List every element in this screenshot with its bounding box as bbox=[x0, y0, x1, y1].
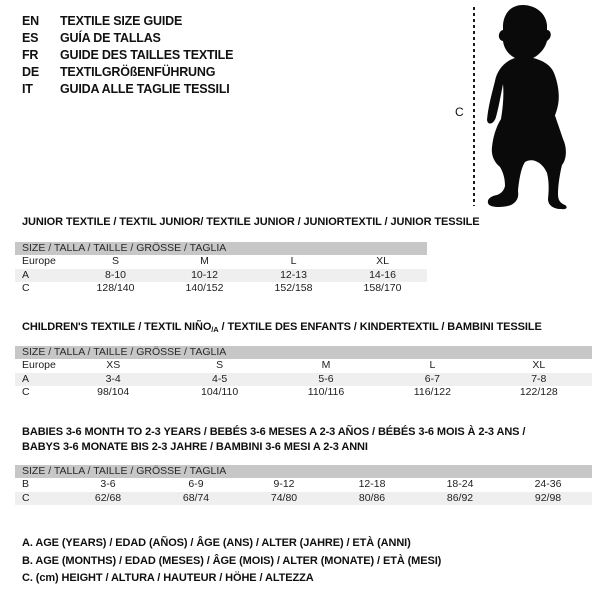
babies-size-table bbox=[15, 465, 592, 505]
value-cell: 12-13 bbox=[280, 268, 307, 281]
value-cell: 12-18 bbox=[358, 478, 386, 490]
value-cell: 6-7 bbox=[424, 372, 440, 385]
lang-title: GUIDA ALLE TAGLIE TESSILI bbox=[60, 82, 230, 96]
lang-code: DE bbox=[22, 65, 39, 79]
size-header-bar: SIZE / TALLA / TAILLE / GRÖSSE / TAGLIA bbox=[15, 242, 427, 255]
value-cell: 3-4 bbox=[105, 372, 121, 385]
value-cell: 104/110 bbox=[201, 386, 239, 398]
title-line: BABYS 3-6 MONATE BIS 2-3 JAHRE / BAMBINI 3-6 MESI A 2-3 ANNI bbox=[22, 441, 368, 453]
height-dashed-line bbox=[473, 7, 475, 206]
lang-title: GUÍA DE TALLAS bbox=[60, 31, 161, 45]
lang-row-de bbox=[22, 64, 233, 81]
table-row bbox=[15, 386, 592, 400]
babies-table-title bbox=[22, 425, 525, 455]
junior-size-table bbox=[15, 242, 427, 296]
value-cell: 98/104 bbox=[97, 386, 130, 398]
lang-code: FR bbox=[22, 48, 39, 62]
row-label: A bbox=[22, 268, 30, 281]
value-cell: 5-6 bbox=[318, 372, 334, 385]
value-cell: 116/122 bbox=[413, 386, 451, 398]
size-cell: L bbox=[429, 359, 436, 371]
row-label: C bbox=[22, 386, 30, 398]
value-cell: 152/158 bbox=[274, 282, 313, 294]
table-row bbox=[15, 492, 592, 506]
baby-silhouette-icon bbox=[477, 4, 573, 211]
value-cell: 140/152 bbox=[185, 282, 224, 294]
value-cell: 24-36 bbox=[534, 478, 562, 490]
value-cell: 10-12 bbox=[191, 268, 218, 281]
table-row bbox=[15, 359, 592, 373]
junior-table-title: JUNIOR TEXTILE / TEXTIL JUNIOR/ TEXTILE JUNIOR / JUNIORTEXTIL / JUNIOR TESSILE bbox=[22, 216, 480, 228]
size-cell: XS bbox=[106, 359, 121, 371]
lang-code: ES bbox=[22, 31, 39, 45]
size-header-bar: SIZE / TALLA / TAILLE / GRÖSSE / TAGLIA bbox=[15, 465, 592, 478]
lang-row-fr bbox=[22, 47, 233, 64]
lang-code: IT bbox=[22, 82, 33, 96]
value-cell: 6-9 bbox=[188, 478, 204, 490]
lang-title: TEXTILE SIZE GUIDE bbox=[60, 14, 183, 28]
value-cell: 18-24 bbox=[446, 478, 474, 490]
note-age-years: A. AGE (YEARS) / EDAD (AÑOS) / ÂGE (ANS) / ALTER (JAHRE) / ETÀ (ANNI) bbox=[22, 537, 411, 549]
size-cell: S bbox=[111, 255, 119, 267]
value-cell: 158/170 bbox=[363, 282, 402, 294]
title-text: / TEXTILE DES ENFANTS / KINDERTEXTIL / BAMBINI TESSILE bbox=[218, 321, 542, 333]
lang-row-en bbox=[22, 13, 233, 30]
value-cell: 8-10 bbox=[104, 268, 126, 281]
title-text: CHILDREN'S TEXTILE / TEXTIL NIÑO bbox=[22, 321, 212, 333]
value-cell: 68/74 bbox=[182, 491, 210, 504]
row-label: B bbox=[22, 478, 30, 490]
language-header bbox=[22, 13, 233, 98]
size-cell: M bbox=[321, 359, 331, 371]
table-row bbox=[15, 282, 427, 296]
table-row bbox=[15, 478, 592, 492]
value-cell: 14-16 bbox=[369, 268, 396, 281]
size-cell: M bbox=[200, 255, 209, 267]
row-label: C bbox=[22, 282, 30, 294]
value-cell: 92/98 bbox=[534, 491, 562, 504]
height-measure-label: C bbox=[455, 105, 464, 119]
note-age-months: B. AGE (MONTHS) / EDAD (MESES) / ÂGE (MOIS) / ALTER (MONATE) / ETÀ (MESI) bbox=[22, 554, 442, 567]
size-cell: XL bbox=[376, 255, 389, 267]
size-cell: S bbox=[216, 359, 224, 371]
table-row bbox=[15, 255, 427, 269]
value-cell: 80/86 bbox=[358, 491, 386, 504]
size-header-bar: SIZE / TALLA / TAILLE / GRÖSSE / TAGLIA bbox=[15, 346, 592, 359]
row-label: C bbox=[22, 491, 30, 504]
lang-row-es bbox=[22, 30, 233, 47]
row-label: A bbox=[22, 372, 30, 385]
lang-title: GUIDE DES TAILLES TEXTILE bbox=[60, 48, 234, 62]
legend-notes bbox=[22, 535, 441, 588]
row-label: Europe bbox=[22, 359, 56, 371]
value-cell: 128/140 bbox=[96, 282, 135, 294]
value-cell: 62/68 bbox=[94, 491, 122, 504]
table-row bbox=[15, 269, 427, 283]
title-line: BABIES 3-6 MONTH TO 2-3 YEARS / BEBÉS 3-6 MESES A 2-3 AÑOS / BÉBÉS 3-6 MOIS À 2-3 ANS / bbox=[22, 426, 526, 438]
children-table-title bbox=[22, 320, 542, 337]
value-cell: 4-5 bbox=[212, 372, 228, 385]
lang-row-it bbox=[22, 81, 233, 98]
value-cell: 110/116 bbox=[307, 386, 345, 398]
lang-code: EN bbox=[22, 14, 39, 28]
row-label: Europe bbox=[22, 255, 56, 267]
note-height-cm: C. (cm) HEIGHT / ALTURA / HAUTEUR / HÖHE / ALTEZZA bbox=[22, 572, 314, 584]
value-cell: 3-6 bbox=[100, 478, 116, 490]
size-cell: L bbox=[290, 255, 297, 267]
title-subscript: /A bbox=[211, 325, 219, 334]
value-cell: 7-8 bbox=[531, 372, 547, 385]
table-row bbox=[15, 373, 592, 387]
value-cell: 122/128 bbox=[519, 386, 558, 398]
children-size-table bbox=[15, 346, 592, 400]
lang-title: TEXTILGRÖßENFÜHRUNG bbox=[60, 65, 216, 79]
value-cell: 74/80 bbox=[270, 491, 298, 504]
value-cell: 9-12 bbox=[273, 478, 295, 490]
size-cell: XL bbox=[532, 359, 546, 371]
value-cell: 86/92 bbox=[446, 491, 474, 504]
